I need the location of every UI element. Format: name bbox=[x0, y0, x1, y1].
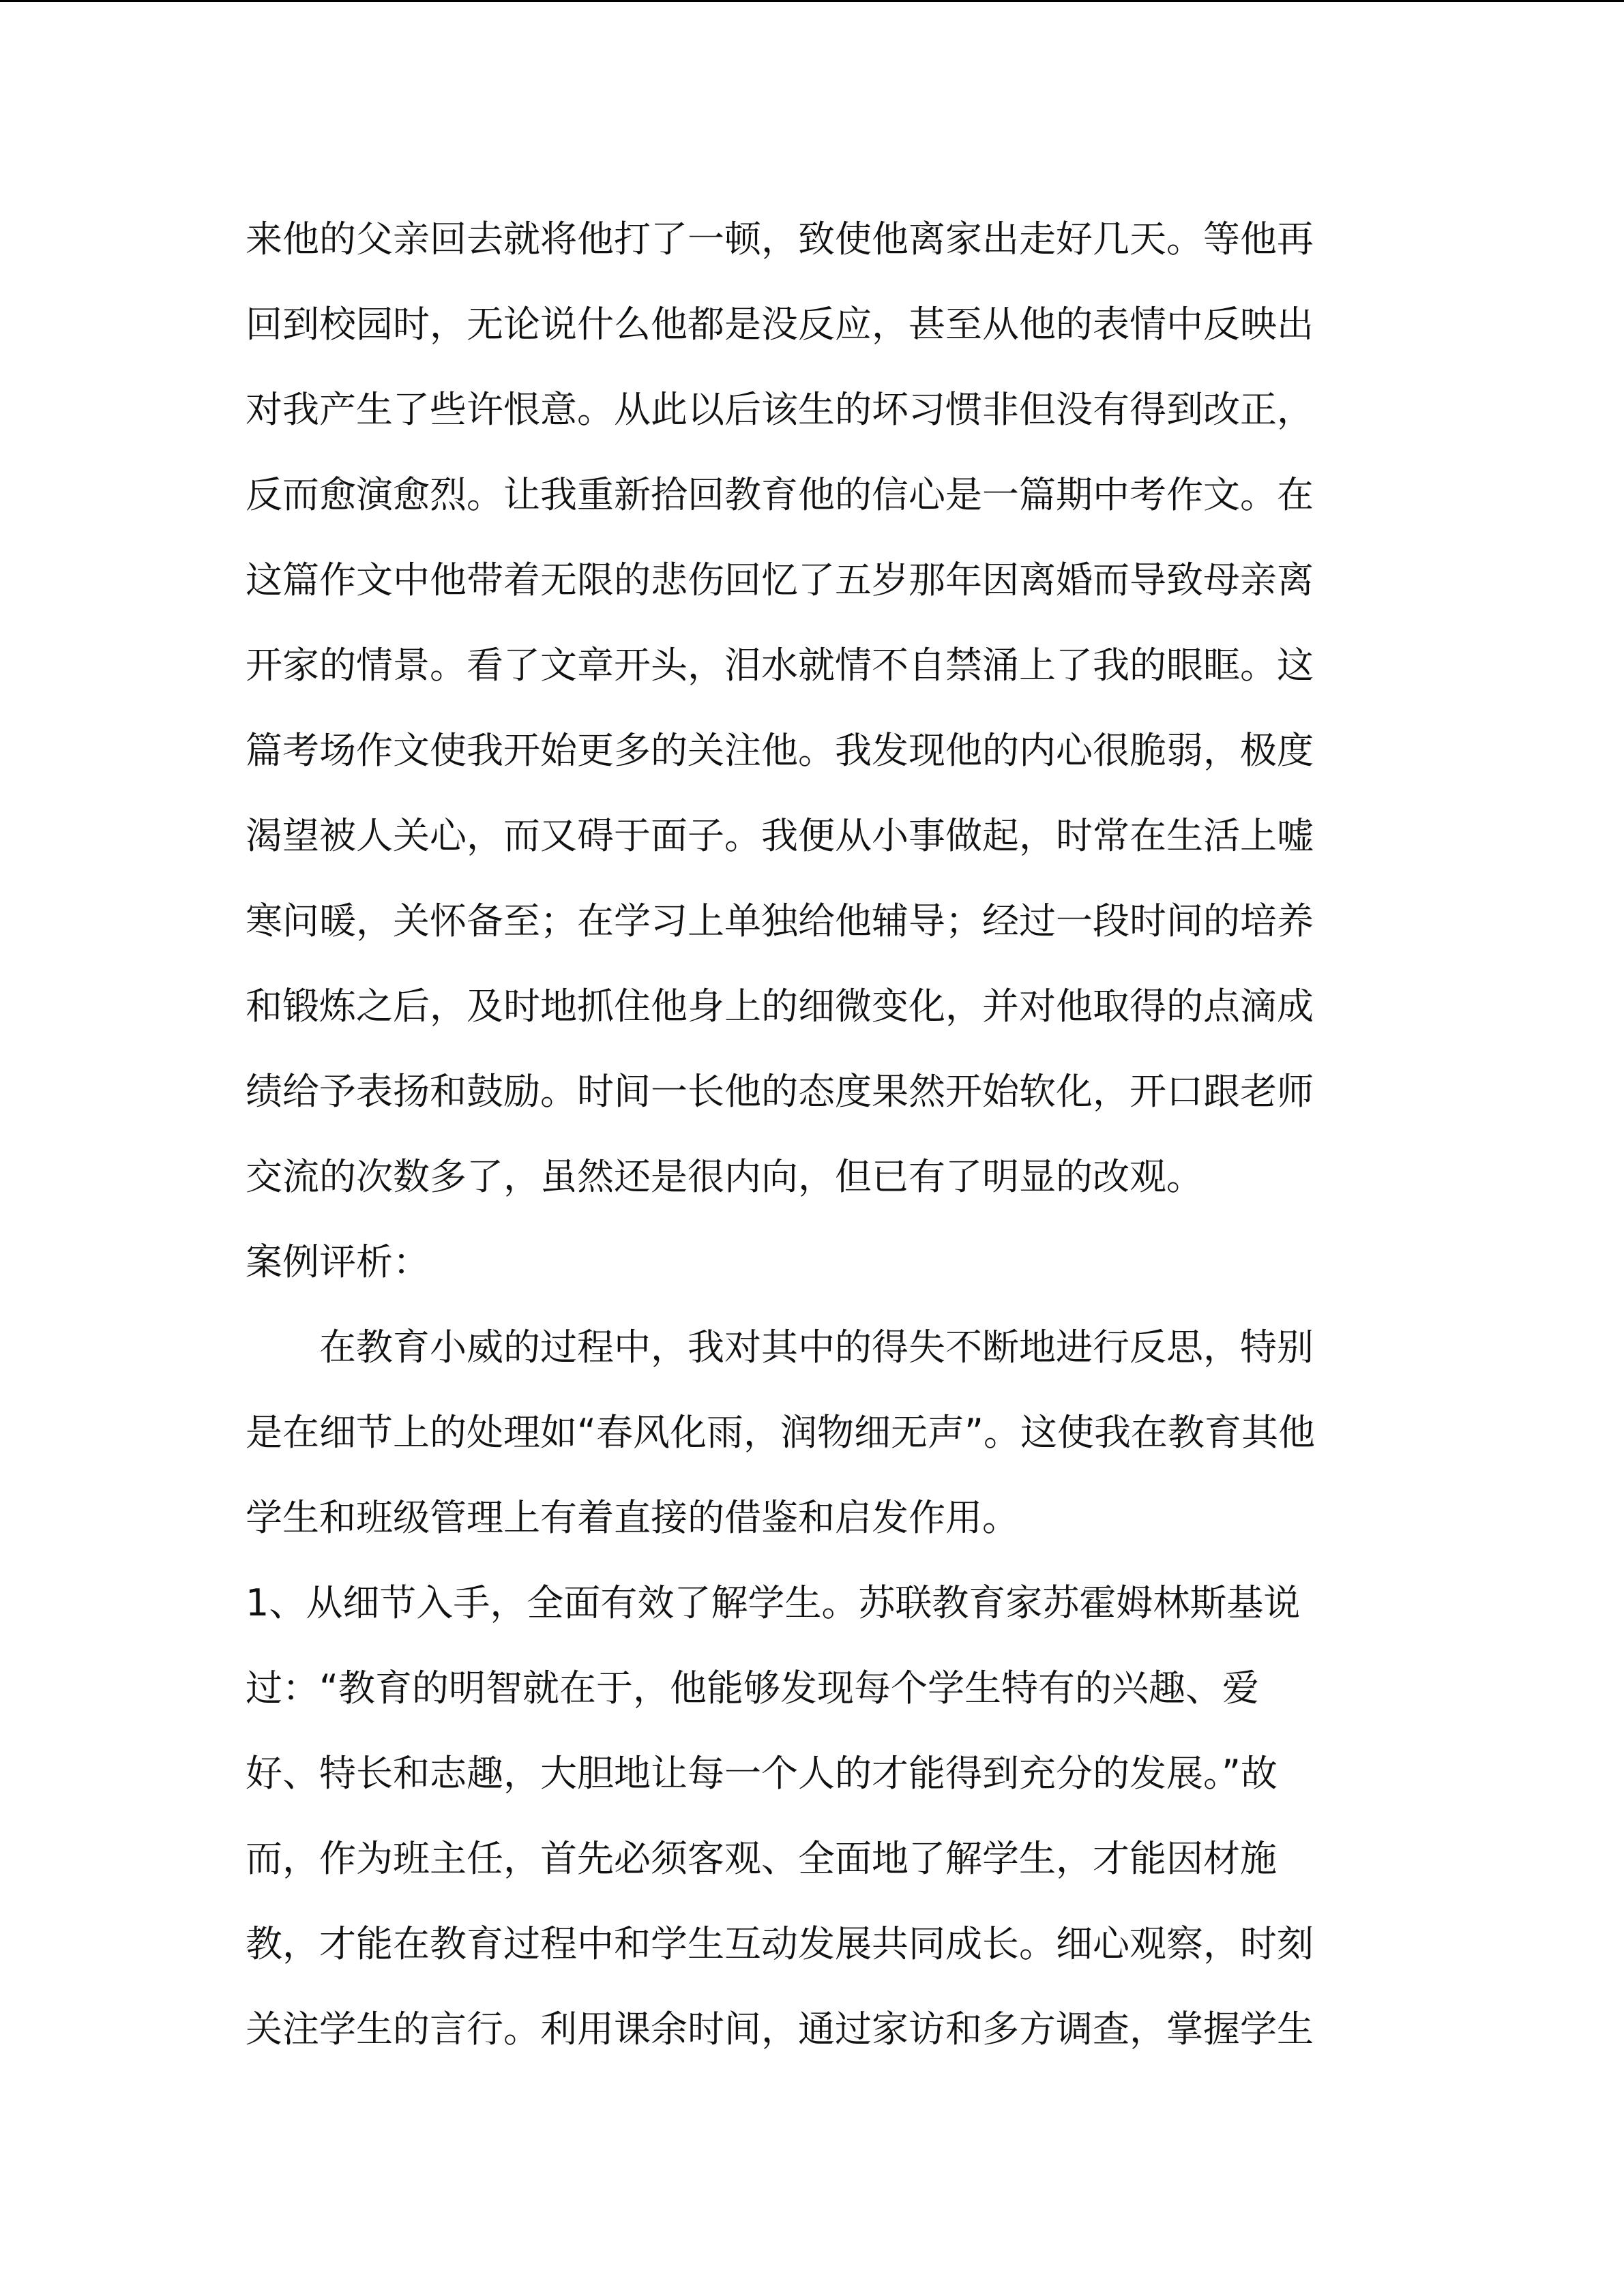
text-line: 而，作为班主任，首先必须客观、全面地了解学生，才能因材施 bbox=[246, 1837, 1277, 1880]
section-heading: 案例评析： bbox=[246, 1240, 430, 1283]
text-line: 好、特长和志趣，大胆地让每一个人的才能得到充分的发展。”故 bbox=[246, 1752, 1278, 1795]
text-line: 关注学生的言行。利用课余时间，通过家访和多方调查，掌握学生 bbox=[246, 2008, 1314, 2051]
text-line: 交流的次数多了，虽然还是很内向，但已有了明显的改观。 bbox=[246, 1155, 1203, 1198]
text-line: 回到校园时，无论说什么他都是没反应，甚至从他的表情中反映出 bbox=[246, 303, 1314, 346]
text-line: 篇考场作文使我开始更多的关注他。我发现他的内心很脆弱，极度 bbox=[246, 729, 1314, 772]
text-line: 是在细节上的处理如“春风化雨，润物细无声”。这使我在教育其他 bbox=[246, 1411, 1315, 1454]
text-line: 过：“教育的明智就在于，他能够发现每个学生特有的兴趣、爱 bbox=[246, 1667, 1259, 1710]
text-line: 寒问暖，关怀备至；在学习上单独给他辅导；经过一段时间的培养 bbox=[246, 899, 1314, 942]
text-line: 反而愈演愈烈。让我重新拾回教育他的信心是一篇期中考作文。在 bbox=[246, 473, 1314, 516]
top-border bbox=[0, 0, 1624, 2]
text-line: 和锻炼之后，及时地抓住他身上的细微变化，并对他取得的点滴成 bbox=[246, 985, 1314, 1028]
text-line: 在教育小威的过程中，我对其中的得失不断地进行反思，特别 bbox=[319, 1326, 1314, 1369]
text-line: 对我产生了些许恨意。从此以后该生的坏习惯非但没有得到改正， bbox=[246, 388, 1314, 431]
text-line: 教，才能在教育过程中和学生互动发展共同成长。细心观察，时刻 bbox=[246, 1922, 1314, 1965]
text-line: 开家的情景。看了文章开头，泪水就情不自禁涌上了我的眼眶。这 bbox=[246, 644, 1314, 687]
text-line: 渴望被人关心，而又碍于面子。我便从小事做起，时常在生活上嘘 bbox=[246, 814, 1314, 857]
text-line: 来他的父亲回去就将他打了一顿，致使他离家出走好几天。等他再 bbox=[246, 218, 1314, 260]
text-line: 这篇作文中他带着无限的悲伤回忆了五岁那年因离婚而导致母亲离 bbox=[246, 558, 1314, 601]
text-line: 1、从细节入手，全面有效了解学生。苏联教育家苏霍姆林斯基说 bbox=[246, 1581, 1301, 1624]
text-line: 学生和班级管理上有着直接的借鉴和启发作用。 bbox=[246, 1496, 1019, 1539]
text-line: 绩给予表扬和鼓励。时间一长他的态度果然开始软化，开口跟老师 bbox=[246, 1070, 1314, 1113]
